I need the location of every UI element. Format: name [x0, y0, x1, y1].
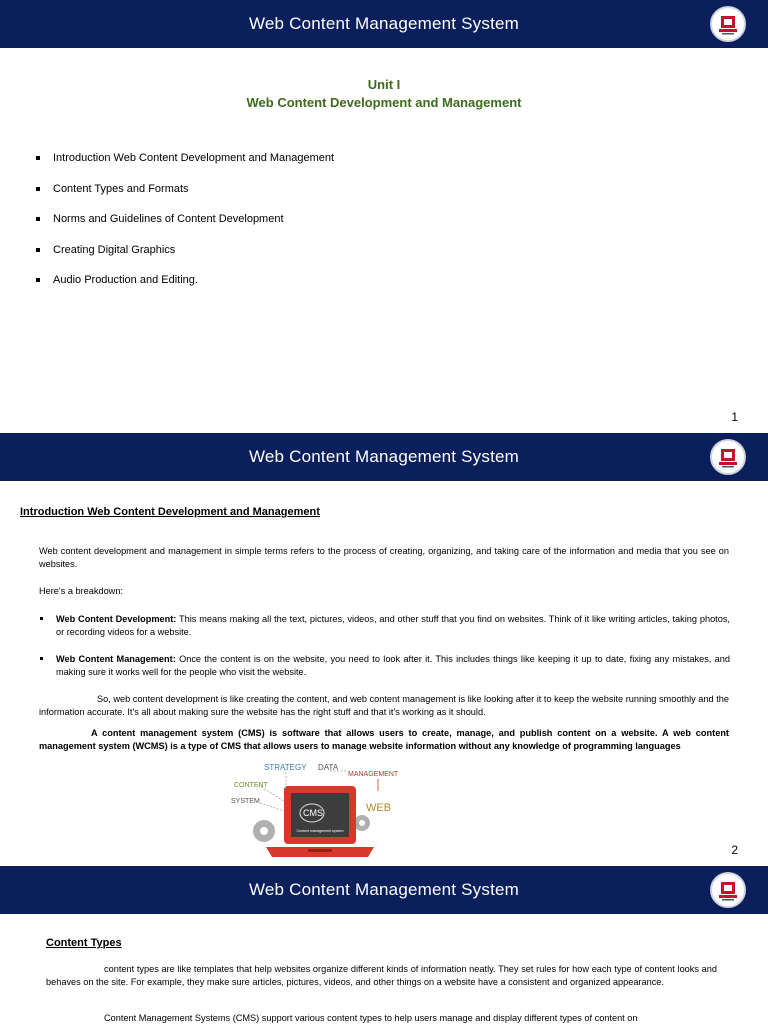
cms-diagram	[228, 761, 406, 861]
diagram-system: SYSTEM	[231, 798, 260, 805]
university-logo-icon	[710, 439, 746, 475]
section-heading: Introduction Web Content Development and Management	[20, 506, 320, 518]
diagram-content: CONTENT	[234, 782, 268, 789]
university-logo-icon	[710, 6, 746, 42]
content-types-paragraph: content types are like templates that help websites organize different kinds of information neatly. They set rules for how each type of content looks and behaves on the site. For example, they make sure articles, pictures, videos, and other things on a website have a consistent and organized appearance.	[46, 964, 717, 987]
bullet-icon	[36, 217, 40, 221]
slide-header	[0, 0, 768, 48]
cms-definition: A content management system (CMS) is software that allows users to create, manage, and publish content on a website. A web content management system (WCMS) is a type of CMS that allows users to manage website information without any knowledge of programming languages	[39, 728, 729, 751]
diagram-strategy: STRATEGY	[264, 763, 307, 772]
bullet-icon	[40, 617, 43, 620]
diagram-cms: CMS	[303, 808, 323, 818]
breakdown-label: Here's a breakdown:	[39, 586, 123, 596]
slide-header	[0, 433, 768, 481]
list-item: Introduction Web Content Development and Management	[36, 152, 334, 183]
page-number: 1	[731, 410, 738, 424]
cms-support-paragraph: Content Management Systems (CMS) support various content types to help users manage and display different types of content on	[104, 1013, 638, 1023]
list-item: Content Types and Formats	[36, 183, 334, 214]
list-item: Norms and Guidelines of Content Development	[36, 213, 334, 244]
bullet-icon	[36, 278, 40, 282]
section-heading: Content Types	[46, 937, 122, 949]
bullet-icon	[40, 657, 43, 660]
list-item: Audio Production and Editing.	[36, 274, 334, 305]
header-title: Web Content Management System	[248, 14, 520, 33]
diagram-data: DATA	[318, 763, 339, 772]
summary-paragraph: So, web content development is like creating the content, and web content management is like looking after it to keep the website running smoothly and the information accurate. It's all about making sure the website has the right stuff and that it's working as it should.	[39, 694, 729, 717]
bullet-icon	[36, 156, 40, 160]
mgmt-text: Once the content is on the website, you need to look after it. This includes things like keeping it up to date, fixing any mistakes, and making sure it works well for the people who visit the website.	[56, 654, 730, 677]
diagram-caption: Content management system	[296, 829, 344, 833]
header-title: Web Content Management System	[248, 447, 520, 466]
unit-number: Unit I	[367, 77, 401, 92]
mgmt-label: Web Content Management:	[56, 654, 176, 664]
bullet-icon	[36, 248, 40, 252]
diagram-management: MANAGEMENT	[348, 771, 399, 778]
slide-3	[0, 866, 768, 1024]
header-title: Web Content Management System	[248, 880, 520, 899]
bullet-icon	[36, 187, 40, 191]
dev-label: Web Content Development:	[56, 614, 177, 624]
slide-1	[0, 0, 768, 432]
slide-2	[0, 433, 768, 866]
unit-title: Web Content Development and Management	[246, 95, 522, 110]
diagram-web: WEB	[366, 802, 392, 814]
topic-list	[36, 152, 334, 305]
dev-text: This means making all the text, pictures, videos, and other stuff that you find on websites. Think of it like writing articles, taking photos, or recording videos for a website.	[56, 614, 730, 637]
university-logo-icon	[710, 872, 746, 908]
intro-paragraph: Web content development and management in simple terms refers to the process of creating, organizing, and taking care of the information and media that you see on websites.	[39, 546, 729, 569]
list-item: Creating Digital Graphics	[36, 244, 334, 275]
slide-header	[0, 866, 768, 914]
page-number: 2	[731, 843, 738, 857]
